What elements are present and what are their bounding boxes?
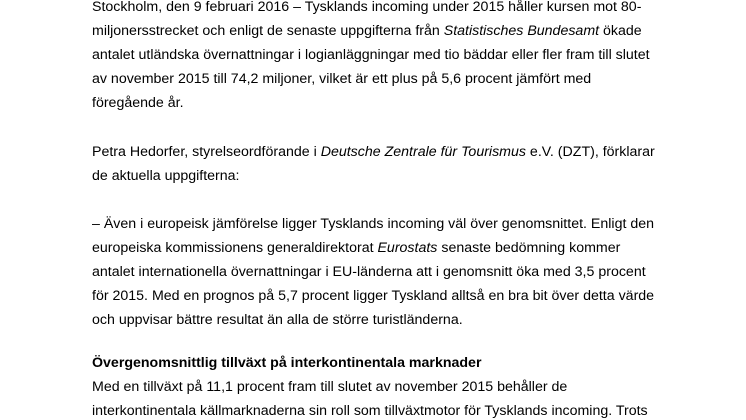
paragraph-3-line-2 xyxy=(92,239,620,257)
paragraph-3-line-5: och uppvisar bättre resultat än alla de större turistländerna. xyxy=(92,312,463,328)
text: ökade xyxy=(599,23,642,39)
text: miljonersstrecket och enligt de senaste uppgifterna från xyxy=(92,23,444,39)
paragraph-1-line-3: antalet utländska övernattningar i logianläggningar med tio bäddar eller fler fram till slutet xyxy=(92,47,650,63)
source-name-eurostat: Eurostats xyxy=(377,240,438,256)
paragraph-3-line-3: antalet internationella övernattningar i EU-länderna att i genomsnitt öka med 3,5 procent xyxy=(92,264,646,280)
organization-name-dzt: Deutsche Zentrale für Tourismus xyxy=(320,144,526,160)
paragraph-3-line-1: – Även i europeisk jämförelse ligger Tysklands incoming väl över genomsnittet. Enligt den xyxy=(92,216,655,232)
section-heading: Övergenomsnittlig tillväxt på interkontinentala marknader xyxy=(92,355,482,371)
paragraph-1-line-5: föregående år. xyxy=(92,95,184,111)
paragraph-1-line-2 xyxy=(92,22,642,40)
paragraph-1-line-1: Stockholm, den 9 februari 2016 – Tysklands incoming under 2015 håller kursen mot 80- xyxy=(92,0,642,15)
paragraph-3-line-4: för 2015. Med en prognos på 5,7 procent ligger Tyskland alltså en bra bit över detta värde xyxy=(92,288,655,304)
section-line-2: interkontinentala källmarknaderna sin roll som tillväxtmotor för Tysklands incoming. Trots xyxy=(92,403,648,419)
source-name-destatis: Statistisches Bundesamt xyxy=(443,23,600,39)
text: senaste bedömning kommer xyxy=(437,240,621,256)
text: Petra Hedorfer, styrelseordförande i xyxy=(92,144,321,160)
text: europeiska kommissionens generaldirektorat xyxy=(92,240,378,256)
paragraph-1-line-4: av november 2015 till 74,2 miljoner, vilket är ett plus på 5,6 procent jämfört med xyxy=(92,71,592,87)
paragraph-2-line-2: de aktuella uppgifterna: xyxy=(92,168,240,184)
paragraph-2-line-1 xyxy=(92,143,655,161)
section-line-1: Med en tillväxt på 11,1 procent fram till slutet av november 2015 behåller de xyxy=(92,379,568,395)
text: e.V. (DZT), förklarar xyxy=(525,144,655,160)
